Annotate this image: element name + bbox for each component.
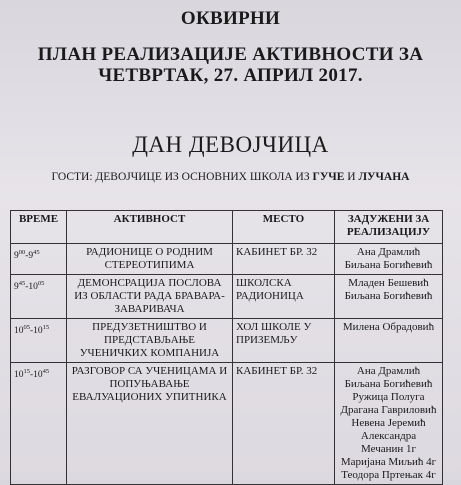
- responsible-person: Ружица Полуга: [352, 391, 425, 403]
- responsible-person: Милена Обрадовић: [342, 321, 435, 333]
- place-cell: КАБИНЕТ БР. 32: [233, 244, 335, 275]
- time-end-hour: 10: [33, 370, 43, 381]
- responsible-person: Мечанин 1г: [360, 443, 417, 455]
- table-row: [11, 319, 443, 363]
- doc-heading-line2: ПЛАН РЕАЛИЗАЦИЈЕ АКТИВНОСТИ ЗА: [37, 44, 424, 65]
- time-dash: -: [30, 370, 34, 381]
- responsible-person: Маријана Миљић 4г: [340, 456, 437, 468]
- place-cell: КАБИНЕТ БР. 32: [233, 363, 335, 485]
- place-cell: ШКОЛСКА РАДИОНИЦА: [233, 275, 335, 319]
- guests-place-2: ЛУЧАНА: [358, 171, 410, 183]
- guests-place-1: ГУЧЕ: [312, 171, 345, 183]
- guests-prefix: ГОСТИ: ДЕВОЈЧИЦЕ ИЗ ОСНОВНИХ ШКОЛА ИЗ: [51, 171, 313, 183]
- header-activity: АКТИВНОСТ: [67, 211, 233, 244]
- time-cell: [11, 319, 67, 363]
- place-cell: ХОЛ ШКОЛЕ У ПРИЗЕМЉУ: [233, 319, 335, 363]
- responsible-person: Александра: [360, 430, 417, 442]
- time-start-minutes: 45: [18, 280, 26, 287]
- time-cell: [11, 363, 67, 485]
- table-row: [11, 244, 443, 275]
- table-header-row: [11, 211, 443, 244]
- header-responsible: ЗАДУЖЕНИ ЗА РЕАЛИЗАЦИЈУ: [335, 211, 443, 244]
- responsible-person: Биљана Богићевић: [344, 290, 433, 302]
- responsible-person: Биљана Богићевић: [344, 378, 433, 390]
- table-row: [11, 363, 443, 485]
- responsible-person: Невена Јеремић: [351, 417, 426, 429]
- time-start-hour: 10: [14, 326, 24, 337]
- activity-cell: РАЗГОВОР СА УЧЕНИЦАМА И ПОПУЊАВАЊЕ ЕВАЛУАЦИОНИХ УПИТНИКА: [67, 363, 233, 485]
- responsible-person: Младен Бешевић: [348, 277, 429, 289]
- responsible-cell: [335, 319, 443, 363]
- time-start-hour: 9: [14, 251, 19, 262]
- header-place: МЕСТО: [233, 211, 335, 244]
- responsible-person: Теодора Пртењак 4г: [341, 469, 436, 481]
- responsible-person: Драгана Гавриловић: [340, 404, 437, 416]
- table-row: [11, 275, 443, 319]
- time-end-minutes: 15: [42, 324, 50, 331]
- responsible-cell: [335, 244, 443, 275]
- activity-cell: РАДИОНИЦЕ О РОДНИМ СТЕРЕОТИПИМА: [67, 244, 233, 275]
- time-dash: -: [25, 282, 29, 293]
- time-end-hour: 10: [28, 282, 38, 293]
- responsible-cell: [335, 275, 443, 319]
- guests-joiner: И: [344, 171, 359, 183]
- time-dash: -: [30, 326, 34, 337]
- header-time: ВРЕМЕ: [11, 211, 67, 244]
- time-start-minutes: 15: [23, 368, 30, 375]
- guests-line: [0, 171, 461, 183]
- time-start-hour: 9: [14, 282, 19, 293]
- time-start-hour: 10: [14, 370, 24, 381]
- time-start-minutes: 00: [18, 249, 26, 256]
- time-dash: -: [25, 251, 29, 262]
- activity-cell: ПРЕДУЗЕТНИШТВО И ПРЕДСТАВЉАЊЕ УЧЕНИЧКИХ КОМПАНИЈА: [67, 319, 233, 363]
- responsible-person: Ана Драмлић: [356, 246, 421, 258]
- doc-heading-line3: ЧЕТВРТАК, 27. АПРИЛ 2017.: [98, 65, 363, 86]
- schedule-table: [10, 210, 443, 485]
- day-title: ДАН ДЕВОЈЧИЦА: [132, 132, 329, 157]
- responsible-person: Биљана Богићевић: [344, 259, 433, 271]
- time-end-minutes: 45: [33, 249, 40, 256]
- activity-cell: ДЕМОНСРАЦИЈА ПОСЛОВА ИЗ ОБЛАСТИ РАДА БРАВАРА-ЗАВАРИВАЧА: [67, 275, 233, 319]
- doc-heading-line1: ОКВИРНИ: [180, 8, 281, 29]
- time-end-minutes: 05: [37, 280, 45, 287]
- time-cell: [11, 244, 67, 275]
- responsible-person: Ана Драмлић: [356, 365, 421, 377]
- time-end-minutes: 45: [42, 368, 50, 375]
- time-cell: [11, 275, 67, 319]
- time-start-minutes: 05: [23, 324, 30, 331]
- time-end-hour: 10: [33, 326, 43, 337]
- time-end-hour: 9: [28, 251, 34, 262]
- responsible-cell: [335, 363, 443, 485]
